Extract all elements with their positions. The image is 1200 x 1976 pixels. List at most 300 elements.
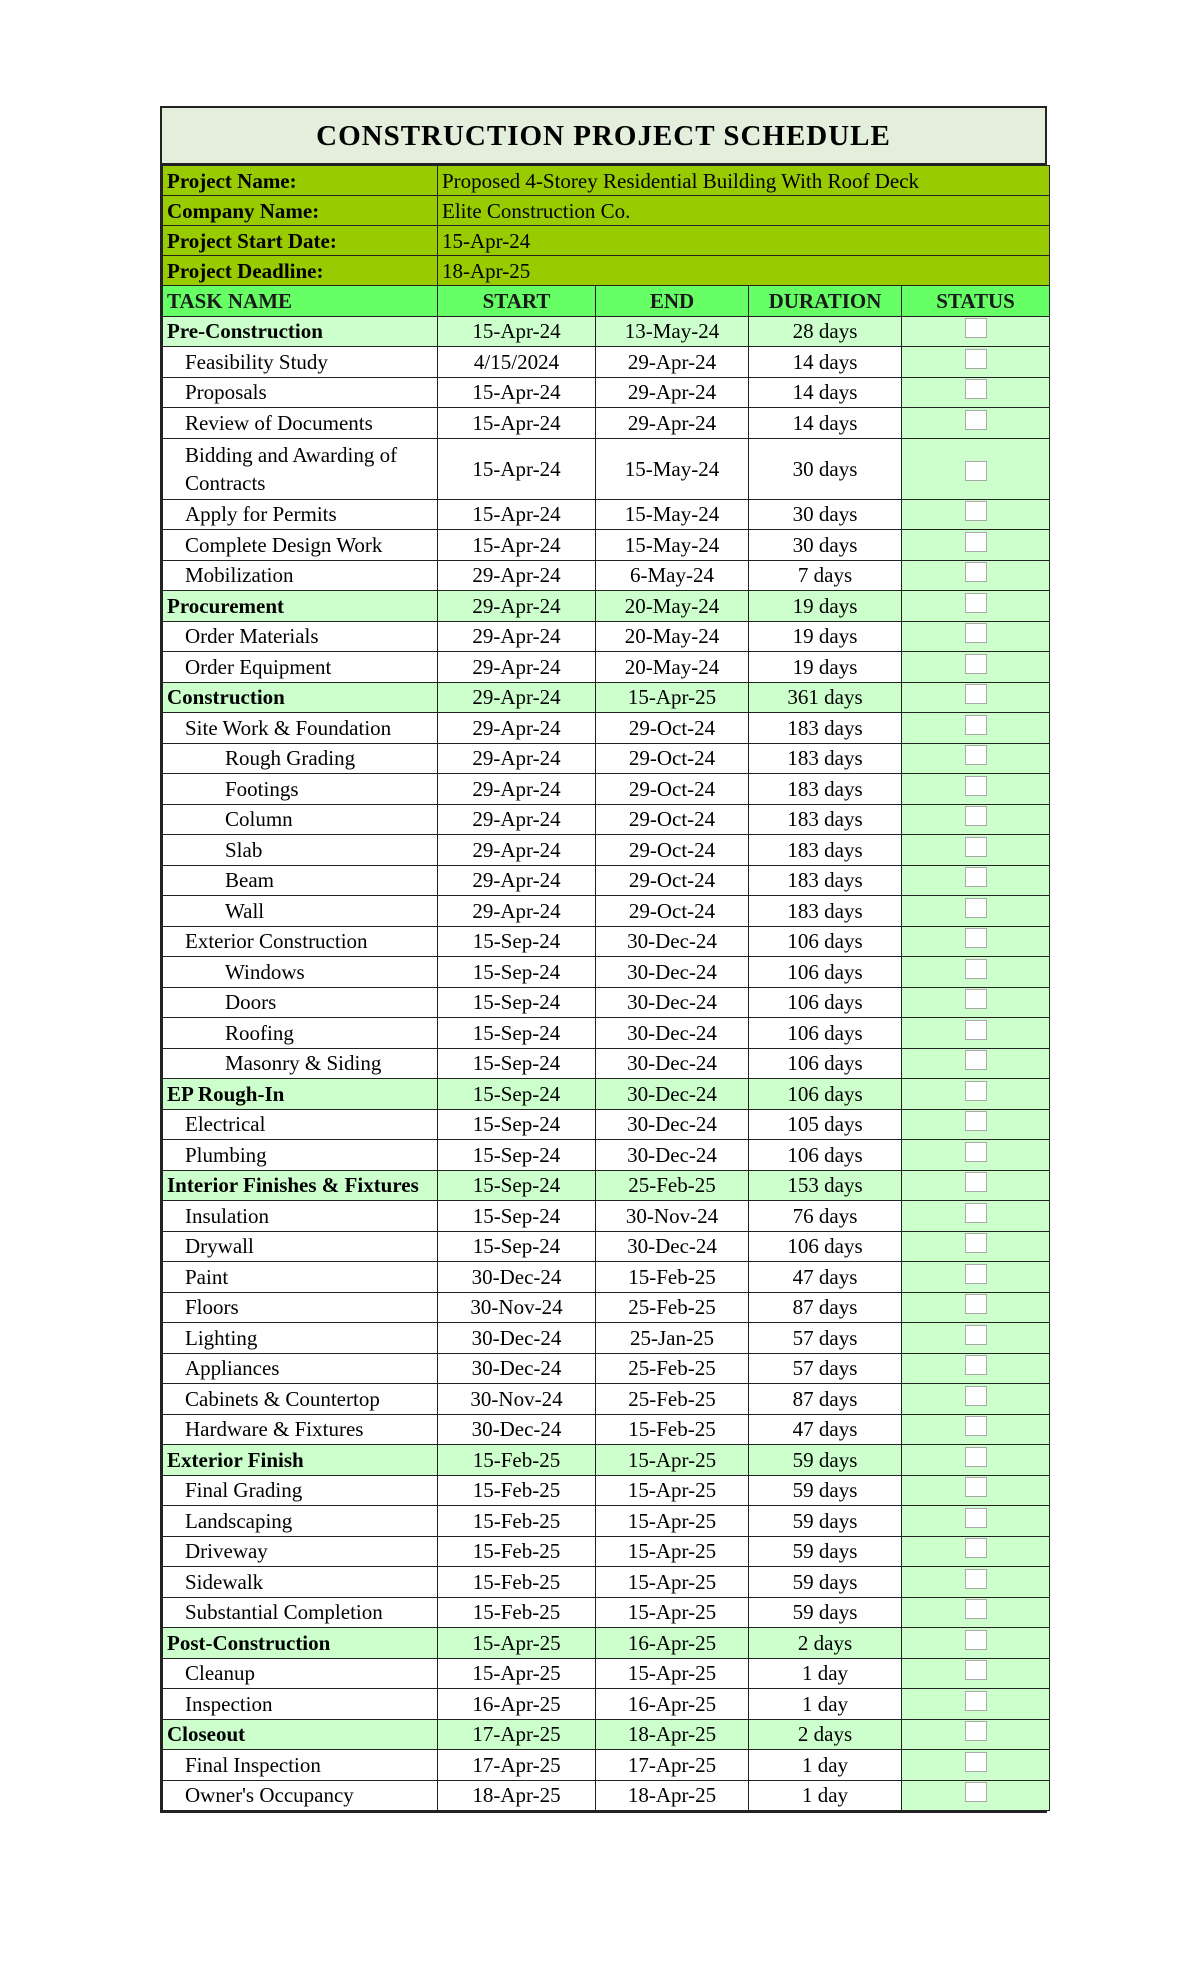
- header-end: END: [596, 286, 749, 317]
- task-row: [163, 499, 1050, 530]
- status-checkbox[interactable]: [965, 1752, 987, 1772]
- company-name-value: Elite Construction Co.: [438, 196, 1050, 226]
- status-checkbox[interactable]: [965, 989, 987, 1009]
- task-end: 29-Oct-24: [596, 743, 749, 774]
- task-start: 15-Sep-24: [438, 957, 596, 988]
- phase-row: [163, 591, 1050, 622]
- status-checkbox[interactable]: [965, 1172, 987, 1192]
- task-row: [163, 1231, 1050, 1262]
- task-end: 15-Apr-25: [596, 682, 749, 713]
- task-status: [902, 865, 1050, 896]
- task-start: 15-Apr-24: [438, 530, 596, 561]
- task-name: Post-Construction: [163, 1628, 438, 1659]
- task-end: 30-Dec-24: [596, 1048, 749, 1079]
- task-end: 30-Dec-24: [596, 1018, 749, 1049]
- task-row: [163, 438, 1050, 499]
- task-start: 16-Apr-25: [438, 1689, 596, 1720]
- status-checkbox[interactable]: [965, 1538, 987, 1558]
- task-end: 6-May-24: [596, 560, 749, 591]
- task-status: [902, 408, 1050, 439]
- task-row: [163, 652, 1050, 683]
- task-duration: 106 days: [749, 957, 902, 988]
- task-end: 16-Apr-25: [596, 1628, 749, 1659]
- task-status: [902, 1231, 1050, 1262]
- status-checkbox[interactable]: [965, 1782, 987, 1802]
- task-name: Windows: [163, 957, 438, 988]
- task-duration: 183 days: [749, 865, 902, 896]
- task-end: 20-May-24: [596, 591, 749, 622]
- task-name: Site Work & Foundation: [163, 713, 438, 744]
- task-row: [163, 926, 1050, 957]
- task-name: Slab: [163, 835, 438, 866]
- task-end: 15-Apr-25: [596, 1506, 749, 1537]
- task-start: 4/15/2024: [438, 347, 596, 378]
- task-duration: 106 days: [749, 1231, 902, 1262]
- project-name-value: Proposed 4-Storey Residential Building With Roof Deck: [438, 166, 1050, 196]
- task-name: Electrical: [163, 1109, 438, 1140]
- task-end: 29-Oct-24: [596, 804, 749, 835]
- task-status: [902, 1475, 1050, 1506]
- status-checkbox[interactable]: [965, 1508, 987, 1528]
- task-row: [163, 1414, 1050, 1445]
- task-status: [902, 1658, 1050, 1689]
- task-row: [163, 1292, 1050, 1323]
- company-name-label: Company Name:: [163, 196, 438, 226]
- task-duration: 106 days: [749, 987, 902, 1018]
- task-start: 15-Sep-24: [438, 1079, 596, 1110]
- task-end: 30-Dec-24: [596, 1140, 749, 1171]
- task-status: [902, 347, 1050, 378]
- task-end: 18-Apr-25: [596, 1780, 749, 1811]
- column-header-row: [163, 286, 1050, 317]
- task-row: [163, 774, 1050, 805]
- phase-row: [163, 682, 1050, 713]
- task-status: [902, 560, 1050, 591]
- task-row: [163, 1384, 1050, 1415]
- status-checkbox[interactable]: [965, 1691, 987, 1711]
- project-start-row: [163, 226, 1050, 256]
- task-name: Final Grading: [163, 1475, 438, 1506]
- task-name: Cleanup: [163, 1658, 438, 1689]
- task-name: Paint: [163, 1262, 438, 1293]
- task-name: Plumbing: [163, 1140, 438, 1171]
- task-status: [902, 316, 1050, 347]
- task-duration: 183 days: [749, 743, 902, 774]
- task-start: 29-Apr-24: [438, 713, 596, 744]
- status-checkbox[interactable]: [965, 379, 987, 399]
- task-status: [902, 1536, 1050, 1567]
- task-duration: 47 days: [749, 1414, 902, 1445]
- task-start: 15-Sep-24: [438, 987, 596, 1018]
- task-duration: 183 days: [749, 896, 902, 927]
- status-checkbox[interactable]: [965, 593, 987, 613]
- task-status: [902, 1018, 1050, 1049]
- task-row: [163, 1262, 1050, 1293]
- task-name: Bidding and Awarding of Contracts: [163, 438, 438, 499]
- task-row: [163, 560, 1050, 591]
- task-end: 15-Apr-25: [596, 1445, 749, 1476]
- task-start: 17-Apr-25: [438, 1750, 596, 1781]
- task-duration: 183 days: [749, 774, 902, 805]
- task-start: 15-Sep-24: [438, 1170, 596, 1201]
- task-duration: 106 days: [749, 1079, 902, 1110]
- task-end: 25-Feb-25: [596, 1384, 749, 1415]
- schedule-body: [163, 166, 1050, 1811]
- task-row: [163, 835, 1050, 866]
- task-end: 29-Oct-24: [596, 896, 749, 927]
- project-deadline-value: 18-Apr-25: [438, 256, 1050, 286]
- task-row: [163, 377, 1050, 408]
- task-status: [902, 1323, 1050, 1354]
- task-status: [902, 1445, 1050, 1476]
- task-row: [163, 1201, 1050, 1232]
- task-row: [163, 1750, 1050, 1781]
- status-checkbox[interactable]: [965, 318, 987, 338]
- task-start: 29-Apr-24: [438, 804, 596, 835]
- status-checkbox[interactable]: [965, 776, 987, 796]
- task-start: 15-Apr-24: [438, 408, 596, 439]
- task-status: [902, 774, 1050, 805]
- task-end: 29-Oct-24: [596, 865, 749, 896]
- task-status: [902, 713, 1050, 744]
- task-name: Final Inspection: [163, 1750, 438, 1781]
- status-checkbox[interactable]: [965, 1050, 987, 1070]
- task-status: [902, 835, 1050, 866]
- task-row: [163, 987, 1050, 1018]
- task-end: 29-Oct-24: [596, 835, 749, 866]
- task-start: 30-Dec-24: [438, 1414, 596, 1445]
- status-checkbox[interactable]: [965, 1660, 987, 1680]
- task-row: [163, 1109, 1050, 1140]
- task-name: Rough Grading: [163, 743, 438, 774]
- task-end: 15-Feb-25: [596, 1414, 749, 1445]
- task-row: [163, 1018, 1050, 1049]
- task-start: 15-Feb-25: [438, 1506, 596, 1537]
- task-row: [163, 1597, 1050, 1628]
- task-duration: 59 days: [749, 1506, 902, 1537]
- status-checkbox[interactable]: [965, 1325, 987, 1345]
- task-duration: 1 day: [749, 1689, 902, 1720]
- task-end: 20-May-24: [596, 652, 749, 683]
- status-checkbox[interactable]: [965, 1569, 987, 1589]
- task-end: 15-May-24: [596, 530, 749, 561]
- task-status: [902, 499, 1050, 530]
- task-duration: 59 days: [749, 1445, 902, 1476]
- task-duration: 183 days: [749, 713, 902, 744]
- task-start: 15-Feb-25: [438, 1536, 596, 1567]
- status-checkbox[interactable]: [965, 1081, 987, 1101]
- task-name: Hardware & Fixtures: [163, 1414, 438, 1445]
- task-status: [902, 1170, 1050, 1201]
- task-start: 15-Apr-24: [438, 438, 596, 499]
- task-duration: 106 days: [749, 926, 902, 957]
- task-status: [902, 1780, 1050, 1811]
- task-duration: 106 days: [749, 1018, 902, 1049]
- status-checkbox[interactable]: [965, 654, 987, 674]
- task-end: 30-Dec-24: [596, 1109, 749, 1140]
- task-status: [902, 1384, 1050, 1415]
- task-name: Inspection: [163, 1689, 438, 1720]
- task-name: Landscaping: [163, 1506, 438, 1537]
- task-end: 29-Oct-24: [596, 713, 749, 744]
- status-checkbox[interactable]: [965, 1386, 987, 1406]
- company-name-row: [163, 196, 1050, 226]
- task-name: Review of Documents: [163, 408, 438, 439]
- task-status: [902, 530, 1050, 561]
- task-duration: 105 days: [749, 1109, 902, 1140]
- task-duration: 59 days: [749, 1567, 902, 1598]
- task-name: Substantial Completion: [163, 1597, 438, 1628]
- task-duration: 1 day: [749, 1658, 902, 1689]
- task-name: Construction: [163, 682, 438, 713]
- task-duration: 59 days: [749, 1597, 902, 1628]
- task-start: 15-Feb-25: [438, 1597, 596, 1628]
- project-deadline-row: [163, 256, 1050, 286]
- task-name: Order Equipment: [163, 652, 438, 683]
- task-end: 15-May-24: [596, 438, 749, 499]
- status-checkbox[interactable]: [965, 1111, 987, 1131]
- task-duration: 361 days: [749, 682, 902, 713]
- task-end: 29-Apr-24: [596, 377, 749, 408]
- task-status: [902, 1567, 1050, 1598]
- task-start: 15-Apr-25: [438, 1658, 596, 1689]
- task-status: [902, 1750, 1050, 1781]
- task-end: 29-Apr-24: [596, 408, 749, 439]
- task-start: 29-Apr-24: [438, 621, 596, 652]
- status-checkbox[interactable]: [965, 1142, 987, 1162]
- task-name: Footings: [163, 774, 438, 805]
- status-checkbox[interactable]: [965, 349, 987, 369]
- task-row: [163, 1353, 1050, 1384]
- task-row: [163, 743, 1050, 774]
- task-duration: 14 days: [749, 408, 902, 439]
- status-checkbox[interactable]: [965, 959, 987, 979]
- task-start: 15-Feb-25: [438, 1475, 596, 1506]
- task-duration: 30 days: [749, 530, 902, 561]
- task-status: [902, 1292, 1050, 1323]
- status-checkbox[interactable]: [965, 806, 987, 826]
- task-duration: 28 days: [749, 316, 902, 347]
- status-checkbox[interactable]: [965, 1599, 987, 1619]
- task-start: 15-Sep-24: [438, 926, 596, 957]
- task-start: 30-Nov-24: [438, 1292, 596, 1323]
- task-status: [902, 1719, 1050, 1750]
- task-status: [902, 591, 1050, 622]
- task-status: [902, 896, 1050, 927]
- task-start: 30-Dec-24: [438, 1323, 596, 1354]
- task-name: Mobilization: [163, 560, 438, 591]
- task-name: Complete Design Work: [163, 530, 438, 561]
- task-name: Lighting: [163, 1323, 438, 1354]
- status-checkbox[interactable]: [965, 715, 987, 735]
- task-end: 30-Dec-24: [596, 1079, 749, 1110]
- task-status: [902, 1597, 1050, 1628]
- task-start: 29-Apr-24: [438, 560, 596, 591]
- status-checkbox[interactable]: [965, 1416, 987, 1436]
- task-duration: 59 days: [749, 1536, 902, 1567]
- phase-row: [163, 1170, 1050, 1201]
- status-checkbox[interactable]: [965, 623, 987, 643]
- task-name: Exterior Construction: [163, 926, 438, 957]
- task-status: [902, 1140, 1050, 1171]
- task-end: 16-Apr-25: [596, 1689, 749, 1720]
- status-checkbox[interactable]: [965, 562, 987, 582]
- status-checkbox[interactable]: [965, 928, 987, 948]
- task-name: Procurement: [163, 591, 438, 622]
- task-end: 15-Apr-25: [596, 1658, 749, 1689]
- task-status: [902, 1414, 1050, 1445]
- task-name: Feasibility Study: [163, 347, 438, 378]
- task-end: 30-Nov-24: [596, 1201, 749, 1232]
- phase-row: [163, 1719, 1050, 1750]
- status-checkbox[interactable]: [965, 1355, 987, 1375]
- schedule-sheet: [160, 106, 1047, 1813]
- task-start: 30-Nov-24: [438, 1384, 596, 1415]
- task-name: Drywall: [163, 1231, 438, 1262]
- status-checkbox[interactable]: [965, 532, 987, 552]
- project-start-label: Project Start Date:: [163, 226, 438, 256]
- task-row: [163, 530, 1050, 561]
- task-end: 20-May-24: [596, 621, 749, 652]
- task-end: 15-Apr-25: [596, 1475, 749, 1506]
- project-name-label: Project Name:: [163, 166, 438, 196]
- task-row: [163, 1658, 1050, 1689]
- task-duration: 30 days: [749, 499, 902, 530]
- task-start: 15-Sep-24: [438, 1048, 596, 1079]
- status-checkbox[interactable]: [965, 1630, 987, 1650]
- task-start: 29-Apr-24: [438, 682, 596, 713]
- status-checkbox[interactable]: [965, 1447, 987, 1467]
- task-name: Pre-Construction: [163, 316, 438, 347]
- task-duration: 183 days: [749, 804, 902, 835]
- phase-row: [163, 316, 1050, 347]
- status-checkbox[interactable]: [965, 1020, 987, 1040]
- task-status: [902, 1079, 1050, 1110]
- task-name: Roofing: [163, 1018, 438, 1049]
- status-checkbox[interactable]: [965, 1203, 987, 1223]
- status-checkbox[interactable]: [965, 898, 987, 918]
- task-name: Insulation: [163, 1201, 438, 1232]
- task-duration: 183 days: [749, 835, 902, 866]
- task-end: 18-Apr-25: [596, 1719, 749, 1750]
- status-checkbox[interactable]: [965, 745, 987, 765]
- task-start: 15-Sep-24: [438, 1140, 596, 1171]
- status-checkbox[interactable]: [965, 410, 987, 430]
- task-start: 30-Dec-24: [438, 1353, 596, 1384]
- task-duration: 19 days: [749, 652, 902, 683]
- task-duration: 153 days: [749, 1170, 902, 1201]
- task-duration: 106 days: [749, 1048, 902, 1079]
- status-checkbox[interactable]: [965, 1233, 987, 1253]
- task-start: 15-Apr-24: [438, 499, 596, 530]
- task-end: 30-Dec-24: [596, 987, 749, 1018]
- task-row: [163, 1140, 1050, 1171]
- task-start: 15-Feb-25: [438, 1445, 596, 1476]
- task-end: 30-Dec-24: [596, 1231, 749, 1262]
- task-row: [163, 865, 1050, 896]
- task-duration: 87 days: [749, 1384, 902, 1415]
- task-duration: 106 days: [749, 1140, 902, 1171]
- page-title: CONSTRUCTION PROJECT SCHEDULE: [162, 108, 1045, 165]
- task-status: [902, 621, 1050, 652]
- task-end: 13-May-24: [596, 316, 749, 347]
- task-end: 25-Feb-25: [596, 1353, 749, 1384]
- task-duration: 87 days: [749, 1292, 902, 1323]
- task-row: [163, 1506, 1050, 1537]
- header-status: STATUS: [902, 286, 1050, 317]
- project-start-value: 15-Apr-24: [438, 226, 1050, 256]
- task-name: Appliances: [163, 1353, 438, 1384]
- status-checkbox[interactable]: [965, 837, 987, 857]
- task-start: 15-Apr-24: [438, 377, 596, 408]
- task-name: Interior Finishes & Fixtures: [163, 1170, 438, 1201]
- task-start: 15-Sep-24: [438, 1231, 596, 1262]
- task-status: [902, 377, 1050, 408]
- task-duration: 19 days: [749, 591, 902, 622]
- task-status: [902, 438, 1050, 499]
- task-name: Masonry & Siding: [163, 1048, 438, 1079]
- task-name: Owner's Occupancy: [163, 1780, 438, 1811]
- status-checkbox[interactable]: [965, 867, 987, 887]
- task-start: 17-Apr-25: [438, 1719, 596, 1750]
- task-duration: 14 days: [749, 347, 902, 378]
- task-row: [163, 347, 1050, 378]
- task-row: [163, 1780, 1050, 1811]
- task-status: [902, 1201, 1050, 1232]
- task-status: [902, 957, 1050, 988]
- task-status: [902, 652, 1050, 683]
- task-status: [902, 1262, 1050, 1293]
- status-checkbox[interactable]: [965, 501, 987, 521]
- task-status: [902, 1048, 1050, 1079]
- task-status: [902, 926, 1050, 957]
- status-checkbox[interactable]: [965, 1721, 987, 1741]
- header-duration: DURATION: [749, 286, 902, 317]
- task-end: 15-Feb-25: [596, 1262, 749, 1293]
- task-end: 30-Dec-24: [596, 957, 749, 988]
- task-row: [163, 957, 1050, 988]
- task-duration: 2 days: [749, 1719, 902, 1750]
- status-checkbox[interactable]: [965, 1264, 987, 1284]
- task-duration: 30 days: [749, 438, 902, 499]
- task-start: 29-Apr-24: [438, 774, 596, 805]
- task-status: [902, 682, 1050, 713]
- task-start: 29-Apr-24: [438, 835, 596, 866]
- task-name: Wall: [163, 896, 438, 927]
- status-checkbox[interactable]: [965, 684, 987, 704]
- header-start: START: [438, 286, 596, 317]
- task-status: [902, 1109, 1050, 1140]
- task-duration: 19 days: [749, 621, 902, 652]
- task-duration: 2 days: [749, 1628, 902, 1659]
- task-name: Apply for Permits: [163, 499, 438, 530]
- status-checkbox[interactable]: [965, 1294, 987, 1314]
- task-row: [163, 1689, 1050, 1720]
- task-name: Sidewalk: [163, 1567, 438, 1598]
- task-name: Exterior Finish: [163, 1445, 438, 1476]
- task-end: 29-Oct-24: [596, 774, 749, 805]
- status-checkbox[interactable]: [965, 1477, 987, 1497]
- task-row: [163, 1536, 1050, 1567]
- task-name: Order Materials: [163, 621, 438, 652]
- header-task-name: TASK NAME: [163, 286, 438, 317]
- task-start: 30-Dec-24: [438, 1262, 596, 1293]
- task-start: 15-Sep-24: [438, 1201, 596, 1232]
- task-end: 17-Apr-25: [596, 1750, 749, 1781]
- status-checkbox[interactable]: [965, 461, 987, 481]
- project-name-row: [163, 166, 1050, 196]
- task-duration: 1 day: [749, 1780, 902, 1811]
